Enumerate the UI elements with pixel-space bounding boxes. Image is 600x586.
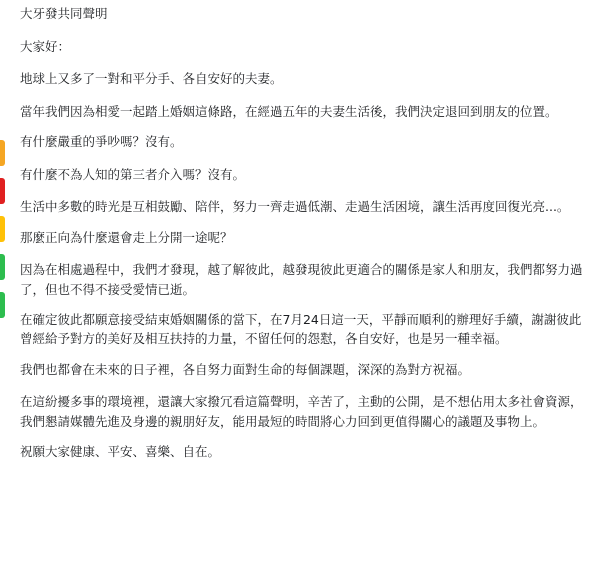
post-paragraph: 我們也都會在未來的日子裡，各自努力面對生命的每個課題，深深的為對方祝福。: [20, 361, 471, 377]
left-accent-strip: [0, 254, 5, 280]
left-accent-strip: [0, 178, 5, 204]
post-paragraph: 有什麼嚴重的爭吵嗎？沒有。: [20, 134, 183, 150]
left-accent-strip: [0, 140, 5, 166]
post-body: [20, 4, 592, 475]
post-greeting: 大家好：: [20, 38, 71, 54]
post-paragraph: 在這紛擾多事的環境裡，還讓大家撥冗看這篇聲明，辛苦了，主動的公開，是不想佔用太多社會資源，我們懇請媒體先進及身邊的親朋好友，能用最短的時間將心力回到更值得關心的議題及事物上。: [20, 394, 583, 429]
post-paragraph: 地球上又多了一對和平分手、各自安好的夫妻。: [20, 71, 283, 87]
post-title: 大牙發共同聲明: [20, 6, 108, 21]
post-closing: 祝願大家健康、平安、喜樂、自在。: [20, 443, 221, 459]
post-paragraph: 當年我們因為相愛一起踏上婚姻這條路，在經過五年的夫妻生活後，我們決定退回到朋友的位置。: [20, 103, 558, 119]
post-paragraph: 那麼正向為什麼還會走上分開一途呢？: [20, 229, 233, 245]
post-paragraph: 在確定彼此都願意接受結束婚姻關係的當下，在7月24日這一天，平靜而順利的辦理好手續，謝謝彼此曾經給予對方的美好及相互扶持的力量，不留任何的怨懟，各自安好，也是另一種幸福。: [20, 311, 582, 347]
post-paragraph: 因為在相處過程中，我們才發現，越了解彼此，越發現彼此更適合的關係是家人和朋友，我們都努力過了，但也不得不接受愛情已逝。: [20, 262, 583, 297]
post-paragraph: 生活中多數的時光是互相鼓勵、陪伴，努力一齊走過低潮、走過生活困境，讓生活再度回復光亮...。: [20, 199, 570, 215]
left-accent-strip: [0, 216, 5, 242]
left-accent-strip: [0, 292, 5, 318]
post-paragraph: 有什麼不為人知的第三者介入嗎？沒有。: [20, 166, 246, 182]
